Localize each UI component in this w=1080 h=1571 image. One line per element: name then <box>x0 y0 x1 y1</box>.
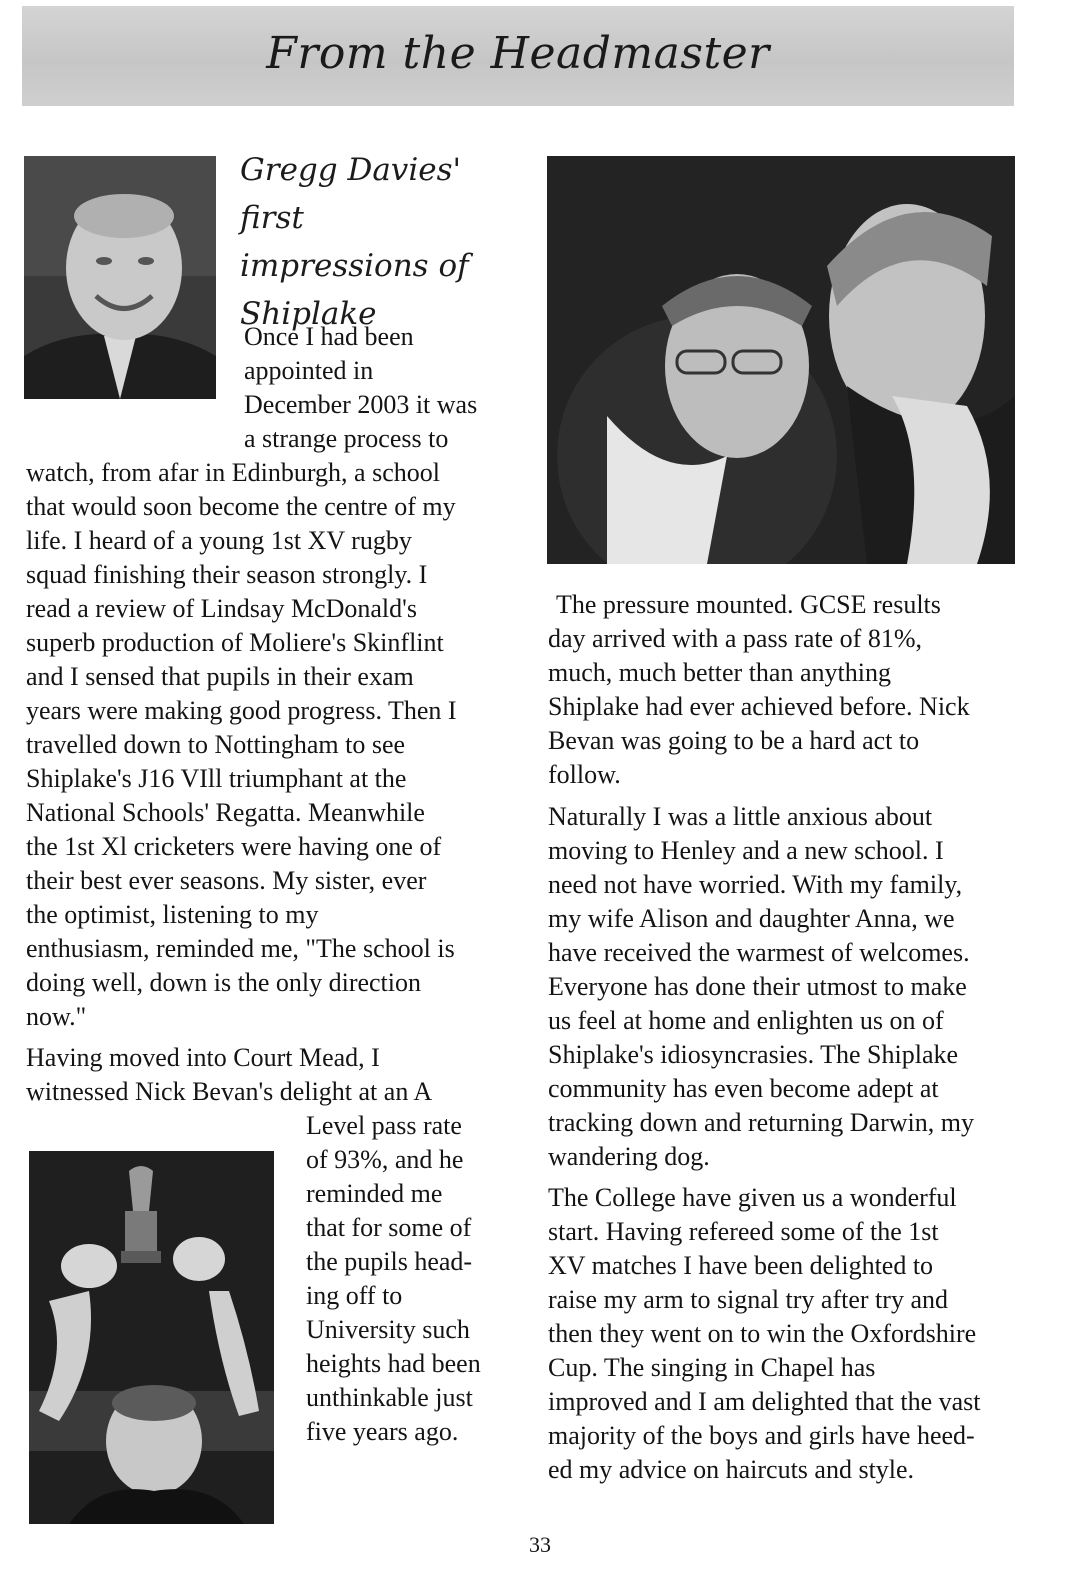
body-line: follow. <box>548 760 621 789</box>
body-line: Cup. The singing in Chapel has <box>548 1353 876 1382</box>
theatre-production-photo <box>547 156 1015 564</box>
body-line: the 1st Xl cricketers were having one of <box>26 832 442 861</box>
body-line: appointed in <box>244 356 374 385</box>
body-line: the optimist, listening to my <box>26 900 319 929</box>
body-line: of 93%, and he <box>306 1145 464 1174</box>
body-line: Shiplake's idiosyncrasies. The Shiplake <box>548 1040 959 1069</box>
body-line: ing off to <box>306 1281 403 1310</box>
body-line: enthusiasm, reminded me, "The school is <box>26 934 455 963</box>
subheading-line: impressions of <box>240 248 469 284</box>
article-subheading <box>240 146 530 338</box>
body-line: December 2003 it was <box>244 390 478 419</box>
body-line: start. Having refereed some of the 1st <box>548 1217 939 1246</box>
body-line: watch, from afar in Edinburgh, a school <box>26 458 440 487</box>
body-line: Naturally I was a little anxious about <box>548 802 933 831</box>
body-line: Once I had been <box>244 322 414 351</box>
body-line: need not have worried. With my family, <box>548 870 963 899</box>
body-line: The pressure mounted. GCSE results <box>556 590 941 619</box>
page-title: From the Headmaster <box>266 28 770 79</box>
body-line: raise my arm to signal try after try and <box>548 1285 948 1314</box>
body-line: National Schools' Regatta. Meanwhile <box>26 798 425 827</box>
body-line: Bevan was going to be a hard act to <box>548 726 920 755</box>
trophy-celebration-photo <box>29 1151 274 1524</box>
body-line: travelled down to Nottingham to see <box>26 730 406 759</box>
body-line: years were making good progress. Then I <box>26 696 457 725</box>
body-line: and I sensed that pupils in their exam <box>26 662 414 691</box>
body-line: community has even become adept at <box>548 1074 939 1103</box>
body-line: a strange process to <box>244 424 449 453</box>
body-line: XV matches I have been delighted to <box>548 1251 934 1280</box>
body-line: reminded me <box>306 1179 443 1208</box>
body-line: my wife Alison and daughter Anna, we <box>548 904 955 933</box>
body-line: then they went on to win the Oxfordshire <box>548 1319 977 1348</box>
body-line: five years ago. <box>306 1417 459 1446</box>
body-line: squad finishing their season strongly. I <box>26 560 428 589</box>
body-line: us feel at home and enlighten us on of <box>548 1006 944 1035</box>
body-line: heights had been <box>306 1349 481 1378</box>
body-line: day arrived with a pass rate of 81%, <box>548 624 922 653</box>
body-line: tracking down and returning Darwin, my <box>548 1108 975 1137</box>
subheading-line: Shiplake <box>240 296 377 332</box>
body-line: wandering dog. <box>548 1142 710 1171</box>
body-line: improved and I am delighted that the vast <box>548 1387 981 1416</box>
body-line: moving to Henley and a new school. I <box>548 836 944 865</box>
body-line: The College have given us a wonderful <box>548 1183 957 1212</box>
body-line: now." <box>26 1002 87 1031</box>
body-line: unthinkable just <box>306 1383 473 1412</box>
headmaster-portrait-photo <box>24 156 216 399</box>
body-line: the pupils head- <box>306 1247 473 1276</box>
body-line: University such <box>306 1315 470 1344</box>
page-number: 33 <box>529 1532 551 1557</box>
body-line: Having moved into Court Mead, I <box>26 1043 380 1072</box>
subheading-line: Gregg Davies' first <box>240 152 462 236</box>
body-line: Shiplake's J16 VIll triumphant at the <box>26 764 407 793</box>
body-line: much, much better than anything <box>548 658 891 687</box>
body-line: doing well, down is the only direction <box>26 968 422 997</box>
header-banner <box>22 6 1014 106</box>
body-line: superb production of Moliere's Skinflint <box>26 628 444 657</box>
body-line: that would soon become the centre of my <box>26 492 456 521</box>
body-line: life. I heard of a young 1st XV rugby <box>26 526 412 555</box>
body-line: majority of the boys and girls have heed- <box>548 1421 975 1450</box>
body-line: their best ever seasons. My sister, ever <box>26 866 427 895</box>
body-line: witnessed Nick Bevan's delight at an A <box>26 1077 433 1106</box>
body-line: ed my advice on haircuts and style. <box>548 1455 915 1484</box>
body-line: Shiplake had ever achieved before. Nick <box>548 692 970 721</box>
body-line: have received the warmest of welcomes. <box>548 938 970 967</box>
body-line: Level pass rate <box>306 1111 462 1140</box>
body-line: that for some of <box>306 1213 472 1242</box>
body-line: Everyone has done their utmost to make <box>548 972 967 1001</box>
body-line: read a review of Lindsay McDonald's <box>26 594 417 623</box>
